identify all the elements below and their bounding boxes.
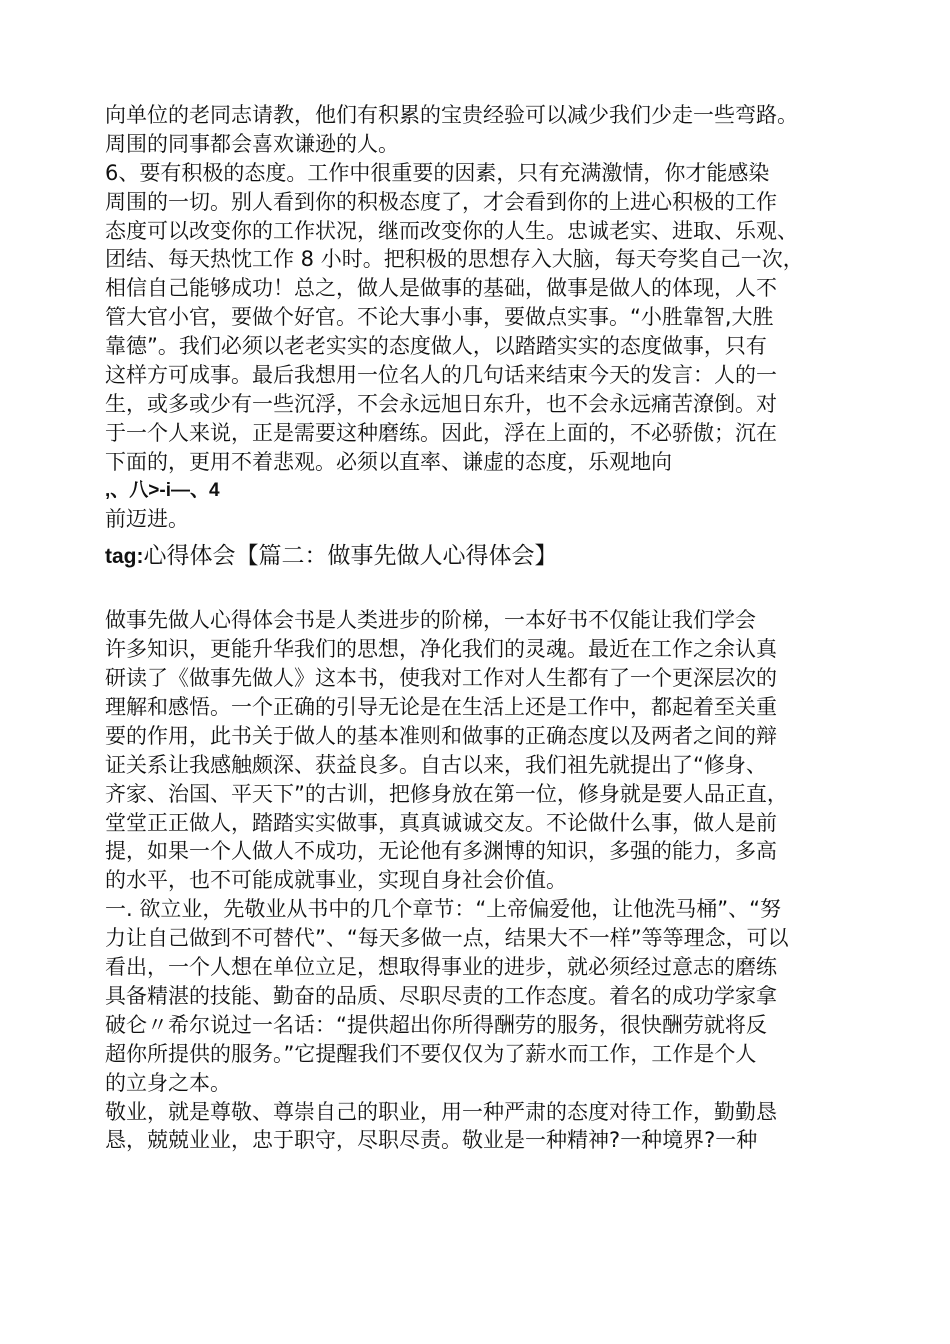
paragraph-line: 一. 欲立业，先敬业从书中的几个章节：“上帝偏爱他，让他洗马桶”、“努 [105, 897, 781, 922]
paragraph-line: 要的作用，此书关于做人的基本准则和做事的正确态度以及两者之间的辩 [105, 723, 777, 748]
paragraph-line: 做事先做人心得体会书是人类进步的阶梯，一本好书不仅能让我们学会 [105, 608, 756, 633]
paragraph-line: 管大官小官，要做个好官。不论大事小事，要做点实事。“小胜靠智,大胜 [105, 305, 774, 330]
paragraph-line: 具备精湛的技能、勤奋的品质、尽职尽责的工作态度。着名的成功学家拿 [105, 983, 777, 1008]
paragraph-line: 破仑〃希尔说过一名话：“提供超出你所得酬劳的服务，很快酬劳就将反 [105, 1012, 767, 1037]
paragraph-line: 于一个人来说，正是需要这种磨练。因此，浮在上面的，不必骄傲；沉在 [105, 420, 777, 445]
paragraph-line: 6、要有积极的态度。工作中很重要的因素，只有充满激情，你才能感染 [105, 160, 770, 185]
paragraph-line: 看出，一个人想在单位立足，想取得事业的进步，就必须经过意志的磨练 [105, 955, 777, 980]
section-2 [105, 606, 885, 1155]
heading-category: 心得体会 [143, 543, 236, 570]
paragraph-line: 前迈进。 [105, 507, 189, 532]
paragraph-line: 力让自己做到不可替代”、“每天多做一点，结果大不一样”等等理念，可以 [105, 926, 789, 951]
paragraph-line: 靠德”。我们必须以老老实实的态度做人，以踏踏实实的态度做事，只有 [105, 334, 767, 359]
paragraph-line: 相信自己能够成功！总之，做人是做事的基础，做事是做人的体现，人不 [105, 276, 777, 301]
paragraph-line: 周围的一切。别人看到你的积极态度了，才会看到你的上进心积极的工作 [105, 189, 777, 214]
paragraph-line: 敬业，就是尊敬、尊崇自己的职业，用一种严肃的态度对待工作，勤勤恳 [105, 1099, 777, 1124]
paragraph-line: 下面的，更用不着悲观。必须以直率、谦虚的态度，乐观地向 [105, 449, 672, 474]
paragraph-line: 周围的同事都会喜欢谦逊的人。 [105, 131, 399, 156]
paragraph-line: 这样方可成事。最后我想用一位名人的几句话来结束今天的发言：人的一 [105, 363, 777, 388]
document-page [105, 101, 885, 1155]
paragraph-line: 许多知识，更能升华我们的思想，净化我们的灵魂。最近在工作之余认真 [105, 637, 777, 662]
paragraph-line: 生，或多或少有一些沉浮，不会永远旭日东升，也不会永远痛苦潦倒。对 [105, 391, 777, 416]
paragraph-line: 态度可以改变你的工作状况，继而改变你的人生。忠诚老实、进取、乐观、 [105, 218, 798, 243]
paragraph-line: 的立身之本。 [105, 1070, 231, 1095]
paragraph-line: 齐家、治国、平天下”的古训，把修身放在第一位，修身就是要人品正直， [105, 781, 788, 806]
section-1 [105, 101, 885, 534]
spacer [105, 578, 885, 606]
paragraph-line: 研读了《做事先做人》这本书，使我对工作对人生都有了一个更深层次的 [105, 666, 777, 691]
paragraph-line: 证关系让我感触颇深、获益良多。自古以来，我们祖先就提出了“修身、 [105, 752, 767, 777]
paragraph-line: 超你所提供的服务。”它提醒我们不要仅仅为了薪水而工作，工作是个人 [105, 1041, 757, 1066]
paragraph-line: 团结、每天热忱工作 8 小时。把积极的思想存入大脑，每天夸奖自己一次， [105, 247, 804, 272]
paragraph-line: 堂堂正正做人，踏踏实实做事，真真诚诚交友。不论做什么事，做人是前 [105, 810, 777, 835]
paragraph-line: 的水平，也不可能成就事业，实现自身社会价值。 [105, 868, 567, 893]
paragraph-line: 提，如果一个人做人不成功，无论他有多渊博的知识，多强的能力，多高 [105, 839, 777, 864]
garbled-line: ,、八>-i—、4 [105, 479, 220, 501]
heading-tag-label: tag: [105, 545, 144, 569]
paragraph-line: 恳，兢兢业业，忠于职守，尽职尽责。敬业是一种精神?一种境界?一种 [105, 1128, 758, 1153]
paragraph-line: 向单位的老同志请教，他们有积累的宝贵经验可以减少我们少走一些弯路。 [105, 103, 798, 127]
section-heading [105, 534, 885, 578]
paragraph-line: 理解和感悟。一个正确的引导无论是在生活上还是工作中，都起着至关重 [105, 695, 777, 720]
heading-title: 【篇二：做事先做人心得体会】 [235, 543, 558, 570]
